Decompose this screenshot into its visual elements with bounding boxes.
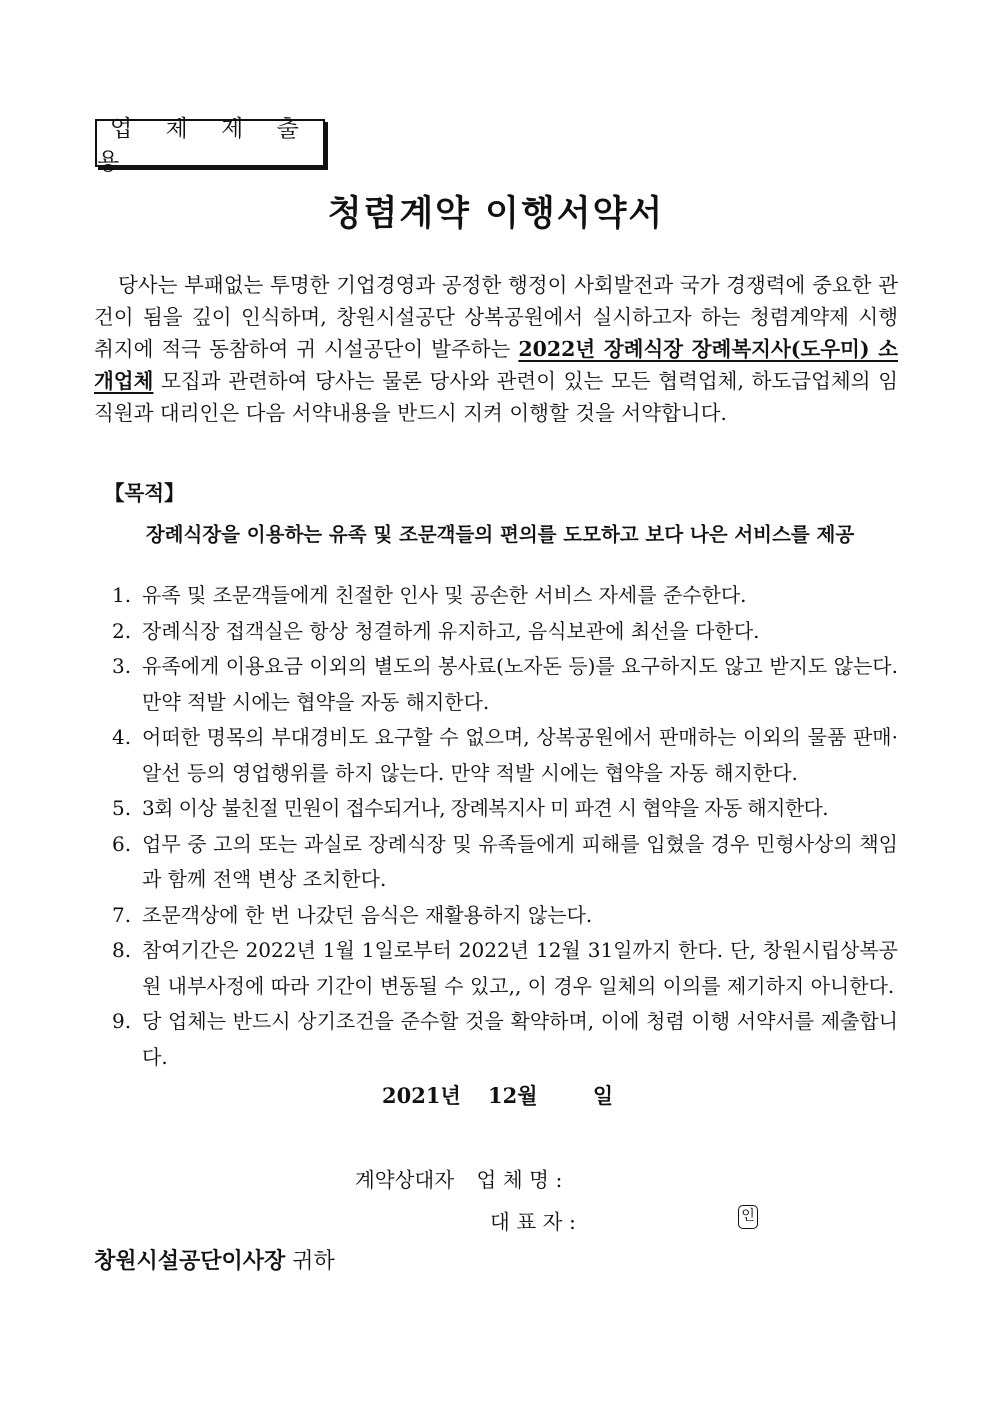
purpose-text: 장례식장을 이용하는 유족 및 조문객들의 편의를 도모하고 보다 나은 서비스를 제공 bbox=[145, 523, 855, 546]
intro-text-part2: 모집과 관련하여 당사는 물론 당사와 관련이 있는 모든 협력업체, 하도급업체의 임직원과 대리인은 다음 서약내용을 반드시 지켜 이행할 것을 서약합니다. bbox=[94, 369, 898, 425]
contract-party-label: 계약상대자 bbox=[355, 1168, 455, 1192]
representative-label: 대 표 자 : bbox=[490, 1210, 576, 1234]
intro-highlight: 2022년 장례식장 장례복지사(도우미) 소개업체 bbox=[94, 337, 898, 393]
pledge-text: 유족 및 조문객들에게 친절한 인사 및 공손한 서비스 자세를 준수한다. bbox=[142, 583, 747, 607]
pledge-number: 7. bbox=[112, 902, 132, 927]
signature-company-row bbox=[355, 1163, 562, 1193]
pledge-item bbox=[112, 933, 898, 1004]
pledge-item bbox=[112, 1004, 898, 1075]
pledge-text: 어떠한 명목의 부대경비도 요구할 수 없으며, 상복공원에서 판매하는 이외의 물품 판매·알선 등의 영업행위를 하지 않는다. 만약 적발 시에는 협약을 자동 해지한다. bbox=[142, 725, 898, 785]
pledge-text: 장례식장 접객실은 항상 청결하게 유지하고, 음식보관에 최선을 다한다. bbox=[142, 618, 760, 643]
date-line bbox=[382, 1080, 613, 1110]
pledge-number: 2. bbox=[112, 618, 132, 643]
pledge-list bbox=[112, 578, 898, 1075]
addressee bbox=[94, 1244, 335, 1275]
pledge-text: 유족에게 이용요금 이외의 별도의 봉사료(노자돈 등)를 요구하지도 않고 받지도 않는다. 만약 적발 시에는 협약을 자동 해지한다. bbox=[142, 654, 898, 714]
pledge-item bbox=[112, 827, 898, 898]
pledge-number: 3. bbox=[112, 654, 132, 678]
company-name-label: 업 체 명 : bbox=[476, 1168, 563, 1192]
pledge-item bbox=[112, 720, 898, 791]
intro-text-part1: 당사는 부패없는 투명한 기업경영과 공정한 행정이 사회발전과 국가 경쟁력에 중요한 관건이 됨을 깊이 인식하며, 창원시설공단 상복공원에서 실시하고자 하는 청렴계약제 시행 취지에 적극 동참하여 귀 시설공단이 발주하는 bbox=[94, 273, 898, 361]
pledge-number: 1. bbox=[112, 583, 132, 607]
pledge-item bbox=[112, 578, 898, 614]
document-title: 청렴계약 이행서약서 bbox=[327, 193, 665, 234]
pledge-number: 9. bbox=[112, 1009, 132, 1033]
pledge-text: 당 업체는 반드시 상기조건을 준수할 것을 확약하며, 이에 청렴 이행 서약서를 제출합니다. bbox=[142, 1009, 898, 1069]
pledge-number: 5. bbox=[112, 796, 132, 820]
pledge-text: 조문객상에 한 번 나갔던 음식은 재활용하지 않는다. bbox=[142, 902, 593, 927]
seal-mark: 인 bbox=[738, 1205, 758, 1229]
pledge-item bbox=[112, 649, 898, 720]
pledge-text: 참여기간은 2022년 1월 1일로부터 2022년 12월 31일까지 한다. 단, 창원시립상복공원 내부사정에 따라 기간이 변동될 수 있고,, 이 경우 일체의 이의를 제기하지 아니한다. bbox=[142, 938, 898, 998]
addressee-name: 창원시설공단이사장 bbox=[94, 1248, 286, 1274]
signature-rep-row bbox=[490, 1205, 576, 1235]
pledge-item bbox=[112, 614, 898, 650]
pledge-text: 업무 중 고의 또는 과실로 장례식장 및 유족들에게 피해를 입혔을 경우 민형사상의 책임과 함께 전액 변상 조치한다. bbox=[142, 831, 898, 891]
date-day: 일 bbox=[592, 1083, 614, 1108]
pledge-number: 6. bbox=[112, 831, 132, 856]
addressee-suffix: 귀하 bbox=[285, 1249, 335, 1274]
date-month: 12월 bbox=[488, 1083, 538, 1108]
intro-paragraph bbox=[94, 269, 898, 429]
pledge-number: 8. bbox=[112, 938, 132, 962]
date-year: 2021년 bbox=[382, 1083, 461, 1108]
submission-stamp-box bbox=[95, 116, 325, 175]
stamp-label: 업 체 제 출 용 bbox=[97, 116, 312, 175]
purpose-heading: 【목적】 bbox=[104, 481, 185, 505]
pledge-text: 3회 이상 불친절 민원이 접수되거나, 장례복지사 미 파견 시 협약을 자동 해지한다. bbox=[142, 796, 829, 820]
pledge-item bbox=[112, 791, 898, 827]
pledge-number: 4. bbox=[112, 725, 132, 749]
pledge-item bbox=[112, 898, 898, 934]
